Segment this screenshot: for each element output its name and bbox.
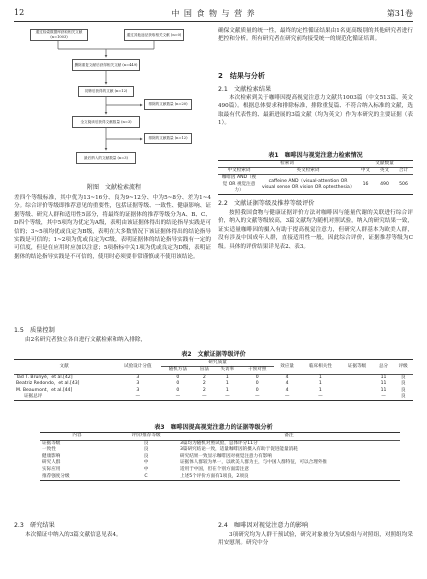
table2-cell: 11: [380, 387, 387, 393]
table3-header-content: 内容: [72, 433, 82, 438]
table2-header-quality: 研究质量: [161, 360, 274, 367]
table2-header-effect: 效应量: [280, 363, 295, 369]
flow-box-fulltext: 全文阅读后获得文献数量 (n=3): [72, 116, 140, 128]
table2-cell: 3: [136, 387, 140, 393]
search-results-paragraph: 本次检索到关于咖啡因提高视觉注意力文献共1003篇（中文513篇、英文490篇）。根据总体要求和排除标准，排除重复篇、不符合纳入标准的文献，选取最有代表性的、最新进展的3篇文献（均为英文）作为本研究的主要证据（表1）。: [218, 95, 413, 127]
table2-cell: 1: [225, 381, 229, 387]
table2-header-clinical: 临床相关性: [308, 363, 332, 369]
flowchart-caption: 附图 文献检索流程: [86, 184, 141, 191]
table3-header-note: 备注: [284, 433, 294, 438]
table3-cell: 适用于中国，但在个别方面需注意: [180, 466, 249, 472]
heading-results: 2 结果与分析: [218, 72, 265, 80]
quality-control-paragraph: 由2名研究者独立各自进行文献检索和纳入排除，: [25, 337, 147, 343]
table-row: [40, 467, 400, 474]
table1-en-terms: caffeine AND（visual-attention OR visual sense OR vision OR optesthesia）: [262, 178, 355, 190]
table2-cell: 1: [318, 387, 322, 393]
table2-header-doc: 文献: [59, 363, 69, 369]
table1-header-total: 合计: [398, 168, 409, 174]
caffeine-effect-paragraph: 3项研究均为人群干预试验，研究对象被分为试验组与对照组，对照组均采用安慰剂。研究中分: [218, 532, 413, 547]
table2-cell: 11: [380, 374, 387, 380]
heading-evidence-grading: 2.2 文献证据等级及推荐等级评价: [218, 200, 315, 207]
table2-cell: 2: [202, 381, 206, 387]
table2-cell: 良: [400, 374, 406, 380]
table2-cell: [340, 394, 373, 401]
study-results-paragraph: 本次循证中纳入的3篇文献信息见表4。: [25, 532, 122, 538]
flowchart: [26, 27, 216, 177]
table2-cell: 4: [285, 374, 289, 380]
quality-control-text: [14, 336, 211, 344]
table3-cell: 上述5个评价方面有1项良，2项良: [180, 473, 249, 479]
table2-cell: 3: [136, 381, 140, 387]
heading-caffeine-effect: 2.4 咖啡因对视觉注意力的影响: [218, 522, 309, 529]
flow-box-included: 最后纳入的文献数量 (n=3): [76, 152, 136, 164]
page-number: 12: [14, 8, 25, 17]
table2-cell: 1: [225, 387, 229, 393]
table2-cell: 证据总评: [24, 394, 43, 400]
table3-cell: 3篇均为随机对照试验，总体评分11分: [180, 440, 258, 446]
table1-cn-terms: 咖啡因 AND（视觉 OR 视觉注意力）: [221, 175, 257, 193]
heading-search-results: 2.1 文献检索结果: [218, 86, 272, 93]
table2-caption: 表2 文献证据等级评价: [181, 351, 246, 358]
intro-paragraph: 确保文献质量的统一性，最终的定性循证结果由1名更高级别的其他研究者进行把控和分析。所有研究者在研究前均接受统一的规范化循证培训。: [218, 28, 413, 43]
study-results-text: [14, 531, 211, 539]
table3-cell: C: [144, 473, 148, 479]
table2-header-q3: 失访率: [220, 367, 235, 373]
table2-cell: —: [318, 394, 323, 400]
table-row: [40, 460, 400, 467]
table1-en-count: 490: [380, 181, 389, 187]
evidence-grading-text: [218, 209, 413, 251]
table3-header-grade: 评价/推荐等级: [131, 433, 161, 438]
table-row: [218, 175, 413, 195]
table2-cell: —: [381, 394, 386, 400]
heading-study-results: 2.3 研究结果: [14, 522, 55, 529]
table2-cell: 4: [285, 387, 289, 393]
table3: [40, 432, 400, 481]
table2-cell: 0: [176, 374, 180, 380]
table3-cell: 健康影响: [42, 453, 61, 459]
table3-cell: 证据体人群较为单一，以欧美人群为主，与中国人群特征，可以合理外推: [180, 460, 328, 466]
table3-cell: 良: [143, 440, 149, 446]
right-column-intro: [218, 27, 413, 44]
table2-header-design: 试验设计分值: [123, 363, 152, 369]
table2-cell: 11: [380, 381, 387, 387]
table2-cell: 0: [255, 381, 259, 387]
table2-header-q4: 干预对照: [248, 367, 267, 373]
table2-header-grade: 评级: [398, 363, 408, 369]
table2-cell: 3: [136, 374, 140, 380]
left-column-text: [14, 194, 211, 261]
heading-quality-control: 1.5 质量控制: [14, 327, 55, 334]
table-row: [14, 394, 413, 401]
table1-header-cn-count: 中文: [360, 168, 371, 174]
table3-cell: 一致性: [42, 447, 56, 453]
table3-cell: 推荐强度分级: [42, 473, 70, 479]
table2-cell: 良: [400, 394, 406, 400]
table-row: [40, 447, 400, 454]
table2-cell: 0: [176, 381, 180, 387]
table2: [14, 359, 413, 401]
table3-cell: 良: [143, 447, 149, 453]
table1-cn-count: 16: [362, 181, 369, 187]
volume-label: 第31卷: [386, 9, 413, 18]
flow-box-database: 通过检索数据库获取相关文献 (n=1003): [30, 29, 88, 41]
table2-cell: [340, 374, 373, 381]
table2-cell: M. Beaumont，et al.[44]: [16, 387, 73, 393]
table2-cell: 2: [202, 387, 206, 393]
table1-header-keywords: 检索词: [218, 161, 356, 168]
table2-cell: Tad T. Brunyé，et al.[42]: [16, 374, 73, 380]
table1-header-cn: 中文检索词: [227, 168, 251, 174]
grading-paragraph: 差四个等级标准，其中优为13~16分、良为9~12分、中为5~8分、差为1~4分。综合评价等级即推荐意见的重要性，包括证据等级、一致性、健康影响、证据等级、研究人群和适用性5部分，将最终的证据体的推荐等级分为A、B、C、D四个等级，其中5项均为优定为A级，表明由该证据体得出的结论指导实践是可信的；3~5项均优或良定为B级，表明在大多数情况下该证据体得出的结论指导实践是可信的；1~2项为优或良定为C级，表明证据体的结论指导实践有一定的可信度，但是在应用时应加以注意；5项指标中关1项为优或良定为D级，表明证据体的结论指导实践是不可信的，使用时必须要非常谨慎或不使用该结论。: [14, 195, 211, 260]
evidence-grading-paragraph: 按照我国食物与健康证据评价方法对咖啡因与能量代谢的关联进行综合评价，纳入的文献等级较高，3篇文献均为随机对照试验，纳入的研究结果一致，证实适量咖啡因的摄入有助于提高视觉注意力，但研究人群基本为欧美人群，没有涉及中国成年人群，直接适用性一般，因此综合评价，证据推荐等级为C级。具体的评价结果详见表2、表3。: [218, 210, 413, 250]
table2-cell: Beatriz Redondo，et al.[43]: [16, 381, 80, 387]
flow-box-dedup: 删除重复文献后获得相关文献 (n=449): [72, 59, 140, 71]
table1-header-en-count: 英文: [379, 168, 390, 174]
table3-cell: 中: [143, 460, 149, 466]
table3-cell: 实际应用: [42, 466, 61, 472]
table-row: [40, 474, 400, 481]
table2-cell: 1: [318, 374, 322, 380]
table2-cell: —: [225, 394, 230, 400]
journal-title: 中 国 食 物 与 营 养: [171, 9, 256, 18]
table1-header-docs: 文献数量: [356, 161, 413, 168]
table3-cell: 研究结果一致显示咖啡因对视觉注意力有影响: [180, 453, 272, 459]
table2-header-level: 证据等级: [347, 363, 367, 369]
flow-box-excluded-1: 排除的文献数量 (n=20): [144, 99, 192, 110]
table1-total: 506: [399, 181, 408, 187]
table2-cell: 4: [285, 381, 289, 387]
header-rule: [14, 21, 413, 22]
table2-cell: 0: [255, 387, 259, 393]
table2-cell: 1: [318, 381, 322, 387]
table3-cell: 中: [143, 466, 149, 472]
table2-cell: 良: [400, 381, 406, 387]
flow-box-other-sources: 通过其他途径获取相关文献 (n=0): [124, 29, 184, 41]
table2-cell: —: [175, 394, 181, 400]
table2-cell: 良: [400, 387, 406, 393]
table2-cell: —: [284, 394, 290, 400]
caffeine-effect-text: [218, 531, 413, 548]
table2-cell: —: [202, 394, 207, 400]
table3-cell: 研究人群: [42, 460, 61, 466]
table2-header-q1: 随机方法: [168, 367, 188, 373]
flow-box-excluded-2: 排除的文献数量 (n=12): [144, 133, 192, 144]
table2-cell: —: [254, 394, 260, 400]
table2-header-score: 总分: [378, 363, 389, 369]
table2-cell: 0: [255, 374, 259, 380]
table1-header-en: 英文检索词: [296, 168, 320, 174]
table2-cell: 1: [225, 374, 229, 380]
table2-cell: —: [135, 394, 141, 400]
table2-cell: 0: [176, 387, 180, 393]
table3-cell: 3篇研究结论一致，适量咖啡因的摄入有助于促进能量消耗: [180, 447, 298, 453]
search-results-text: [218, 94, 413, 128]
flow-box-screened: 初筛后获得的文献 (n=12): [78, 86, 134, 97]
table3-cell: 证据等级: [42, 440, 61, 446]
table2-cell: 2: [202, 374, 206, 380]
table3-caption: 表3 咖啡因提高视觉注意力的证据等级分析: [154, 424, 273, 431]
table1-caption: 表1 咖啡因与视觉注意力检索情况: [268, 152, 363, 159]
table3-cell: 良: [143, 453, 149, 459]
table2-header-q2: 盲法: [199, 367, 209, 373]
table1: [218, 160, 413, 195]
